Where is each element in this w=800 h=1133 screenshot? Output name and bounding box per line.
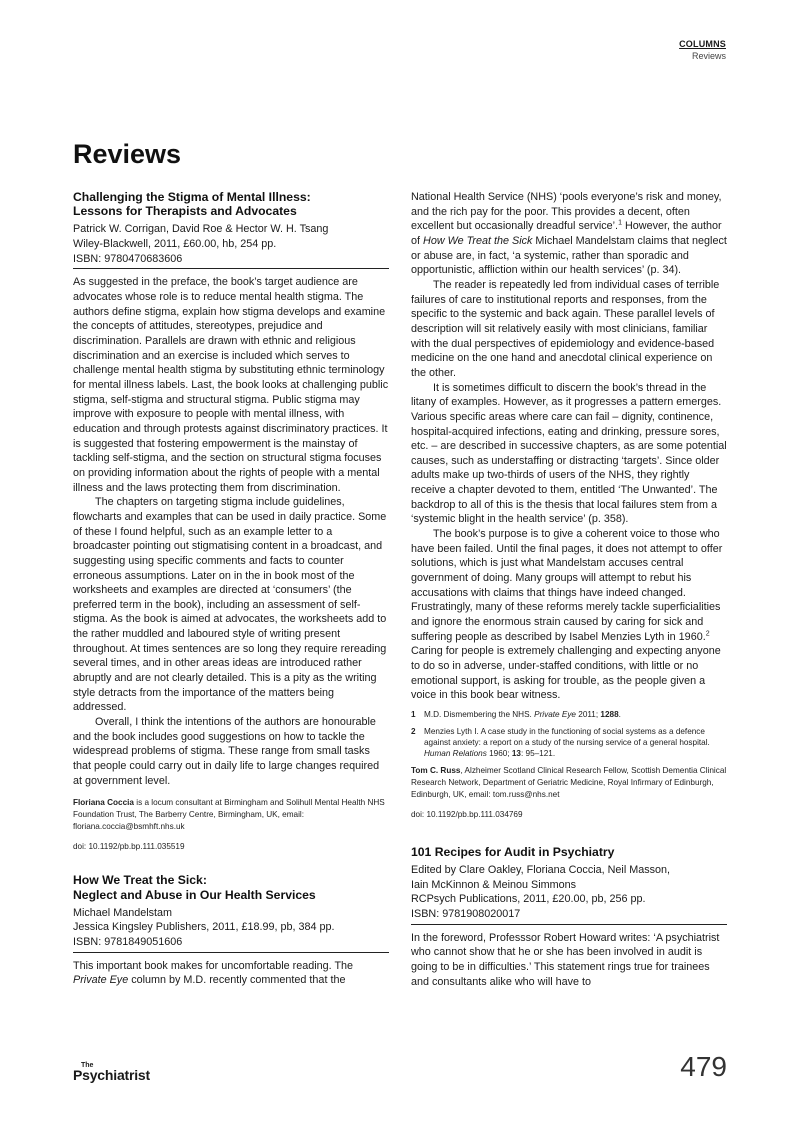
bold-text-run: 1288: [600, 709, 619, 719]
review-2-paragraph-4: [411, 527, 727, 703]
review-1-biblio: [73, 222, 389, 266]
review-2-publisher: Jessica Kingsley Publishers, 2011, £18.99, pb, 384 pp.: [73, 921, 335, 934]
review-1-authors: Patrick W. Corrigan, David Roe & Hector W. H. Tsang: [73, 223, 329, 236]
review-3-isbn: ISBN: 9781908020017: [411, 908, 521, 921]
review-2-reviewer-note: [411, 765, 727, 801]
review-2-title-line-1: How We Treat the Sick:: [73, 873, 207, 888]
review-1-reviewer-name: Floriana Coccia: [73, 798, 134, 808]
review-2: [73, 873, 389, 988]
review-2-reviewer-name: Tom C. Russ: [411, 765, 461, 775]
divider: [73, 952, 389, 953]
review-2-title: [73, 873, 389, 901]
footnote-number: 2: [411, 726, 416, 736]
review-1-paragraph-2: The chapters on targeting stigma include guidelines, flowcharts and examples that can be used in daily practice. Some of these I found helpful, such as an example letter to a broadcaster pointing out stigmatising content in a broadcast, and suggesting using specific comments and facts to counter erroneous assumptions. Later on in the in book most of the worksheets and examples are directed at ‘consumers’ (the preferred term in the book), including an assessment of self-stigma. As the book is aimed at advocates, the worksheets add to the rather muddled and laboured style of writing present throughout. At times sentences are so long they require rereading several times, and in other areas ideas are introduced rather abruptly and are not clearly detailed. This is a pity as the writing style detracts from the importance of the matters being addressed.: [73, 496, 387, 714]
italic-text-run: Private Eye: [73, 974, 129, 987]
review-1-title: [73, 190, 389, 218]
footnote-ref: 1: [618, 219, 622, 227]
review-3-paragraph-1: In the foreword, Professsor Robert Howard writes: ‘A psychiatrist who cannot show that he or she has been involved in audit is going to be in difficulties.’ This statement rings true for trainees and consultants alike who will have to: [411, 931, 720, 988]
footnote-number: 1: [411, 709, 416, 719]
italic-text-run: Private Eye: [534, 709, 576, 719]
review-2-paragraph-3: It is sometimes difficult to discern the book’s thread in the litany of examples. However, as it progresses a pattern emerges. Various specific areas where care can fail – dignity, continence, hospital-acquired infections, eating and drinking, pressure sores, etc. – are described in successive chapters, as are some potential causes, such as understaffing or distracting ‘targets’. Since older adults make up two-thirds of users of the NHS, they rightly receive a chapter devoted to them, entitled ‘The Unwanted’. The backdrop to all of this is the thesis that local failures stem from a ‘systemic blight in the health service’ (p. 358).: [411, 381, 727, 526]
text-run: M.D. Dismembering the NHS.: [424, 709, 535, 719]
review-2-paragraph-1-continued: [411, 190, 727, 278]
divider: [411, 924, 727, 925]
review-1-reviewer-note: [73, 797, 389, 833]
logo-main-text: Psychiatrist: [73, 1067, 150, 1083]
italic-text-run: Human Relations: [424, 748, 487, 758]
footnote: [411, 726, 727, 759]
footnotes: [411, 709, 727, 759]
text-run: Menzies Lyth I. A case study in the functioning of social systems as a defence against anxiety: a report on a study of the nursing service of a general hospital.: [424, 726, 710, 747]
text-run: .: [618, 709, 621, 719]
footnote-text: [424, 709, 727, 720]
review-2-biblio: [73, 906, 389, 950]
review-3-title: 101 Recipes for Audit in Psychiatry: [411, 844, 615, 859]
review-3-editors-line-2: Iain McKinnon & Meinou Simmons: [411, 878, 577, 891]
left-column: [73, 190, 389, 988]
review-3: [411, 845, 727, 989]
logo-small-text: The: [81, 1062, 94, 1069]
review-2-title-line-2: Neglect and Abuse in Our Health Services: [73, 887, 316, 902]
review-1-publisher: Wiley-Blackwell, 2011, £60.00, hb, 254 pp.: [73, 238, 277, 251]
journal-logo: [73, 1060, 163, 1084]
text-run: Caring for people is extremely challenging and expecting anyone to do so in adverse, under-staffed conditions, with little or no emotional support, is asking for trouble, as the people given a voice in this book bear witness.: [411, 645, 721, 702]
review-3-publisher: RCPsych Publications, 2011, £20.00, pb, 256 pp.: [411, 893, 646, 906]
text-run: The book’s purpose is to give a coherent voice to those who have been failed. Until the final pages, it does not attempt to offer solutions, which is just what Mandelstam accuses central government of doing. Many groups will attempt to rebut his accusations with claims that things have indeed changed. Frustratingly, many of these reforms merely tackle superficialities and ignore the enormous strain caused by caring for sick and suffering people as described by Isabel Menzies Lyth in 1960.: [411, 528, 723, 643]
italic-text-run: How We Treat the Sick: [423, 234, 533, 247]
review-3-biblio: [411, 863, 727, 922]
review-1-doi: doi: 10.1192/pb.bp.111.035519: [73, 842, 185, 852]
review-1: [73, 190, 389, 853]
text-run: : 95–121.: [520, 748, 556, 758]
review-2-paragraph-2: The reader is repeatedly led from individual cases of terrible failures of care to institutional reports and responses, from the specific to the systemic and back again. These parallel levels of description will sit relatively easily with most clinicians, familiar with the dual perspectives of epidemiology and evidence-based medicine on the one hand and anecdotal clinical experience on the other.: [411, 278, 720, 379]
footnote-ref: 2: [705, 630, 710, 638]
text-run: This important book makes for uncomfortable reading. The: [73, 959, 354, 972]
text-run: column by M.D. recently commented that the: [128, 974, 346, 987]
review-1-paragraph-3: Overall, I think the intentions of the authors are honourable and the book includes good suggestions on how to tackle the widespread problems of stigma. These range from small tasks that people could carry out in daily life to large changes required at government level.: [73, 716, 380, 787]
review-3-editors-line-1: Edited by Clare Oakley, Floriana Coccia, Neil Masson,: [411, 864, 671, 877]
text-run: 2011;: [575, 709, 601, 719]
review-1-title-line-1: Challenging the Stigma of Mental Illness:: [73, 190, 311, 204]
text-run: 1960;: [486, 748, 512, 758]
running-head: [679, 38, 726, 62]
section-label: COLUMNS: [679, 39, 726, 49]
review-2-authors: Michael Mandelstam: [73, 906, 173, 919]
text-run: National Health Service (NHS) ‘pools everyone’s risk and money, and the rich pay for the poor. This provides a decent, often excellent but occasionally dreadful service’.: [411, 191, 722, 233]
review-1-isbn: ISBN: 9780470683606: [73, 252, 183, 265]
text-run: Michael Mandelstam claims that neglect or abuse are, in fact, ‘a systemic, rather than sporadic and opportunistic, affliction within our health services’ (p. 34).: [411, 234, 727, 277]
review-2-isbn: ISBN: 9781849051606: [73, 936, 183, 949]
review-1-reviewer-info: is a locum consultant at Birmingham and Solihull Mental Health NHS Foundation Trust, The Barberry Centre, Birmingham, UK, email: floriana.coccia@bsmhft.nhs.uk: [73, 798, 385, 832]
text-run: However, the author of: [411, 220, 722, 247]
review-2-doi: doi: 10.1192/pb.bp.111.034769: [411, 809, 523, 819]
divider: [73, 268, 389, 269]
review-2-reviewer-info: , Alzheimer Scotland Clinical Research Fellow, Scottish Dementia Clinical Research Network, Department of Geriatric Medicine, Royal Infirmary of Edinburgh, Edinburgh, UK, email: tom.russ@nhs.net: [411, 765, 727, 799]
right-column: [411, 190, 727, 989]
bold-text-run: 13: [511, 748, 521, 758]
footnote: [411, 709, 727, 720]
review-2-paragraph-1: [73, 959, 389, 988]
review-1-paragraph-1: As suggested in the preface, the book’s target audience are advocates whose role is to reduce mental health stigma. The authors define stigma, explain how stigma develops and examine the concepts of attitudes, stereotypes, prejudice and discrimination. Parallels are drawn with ethnic and religious discrimination and an exercise is included which serves to challenge mental health stigma by substituting ethnic terminology for mental illness labels. Last, the book looks at challenging public stigma, self-stigma and structural stigma. Public stigma may improve with exposure to people with mental illness, with education and through protests against discriminatory practices. It is suggested that fostering empowerment is the mainstay of tackling self-stigma, and the section on structural stigma focuses on providing information about the rights of people with a mental illness and the laws protecting them from discrimination.: [73, 276, 389, 494]
review-1-title-line-2: Lessons for Therapists and Advocates: [73, 204, 297, 219]
footnote-text: [424, 726, 727, 759]
page-number: 479: [680, 1051, 727, 1082]
page-title: Reviews: [73, 139, 182, 169]
subsection-label: Reviews: [691, 51, 726, 61]
